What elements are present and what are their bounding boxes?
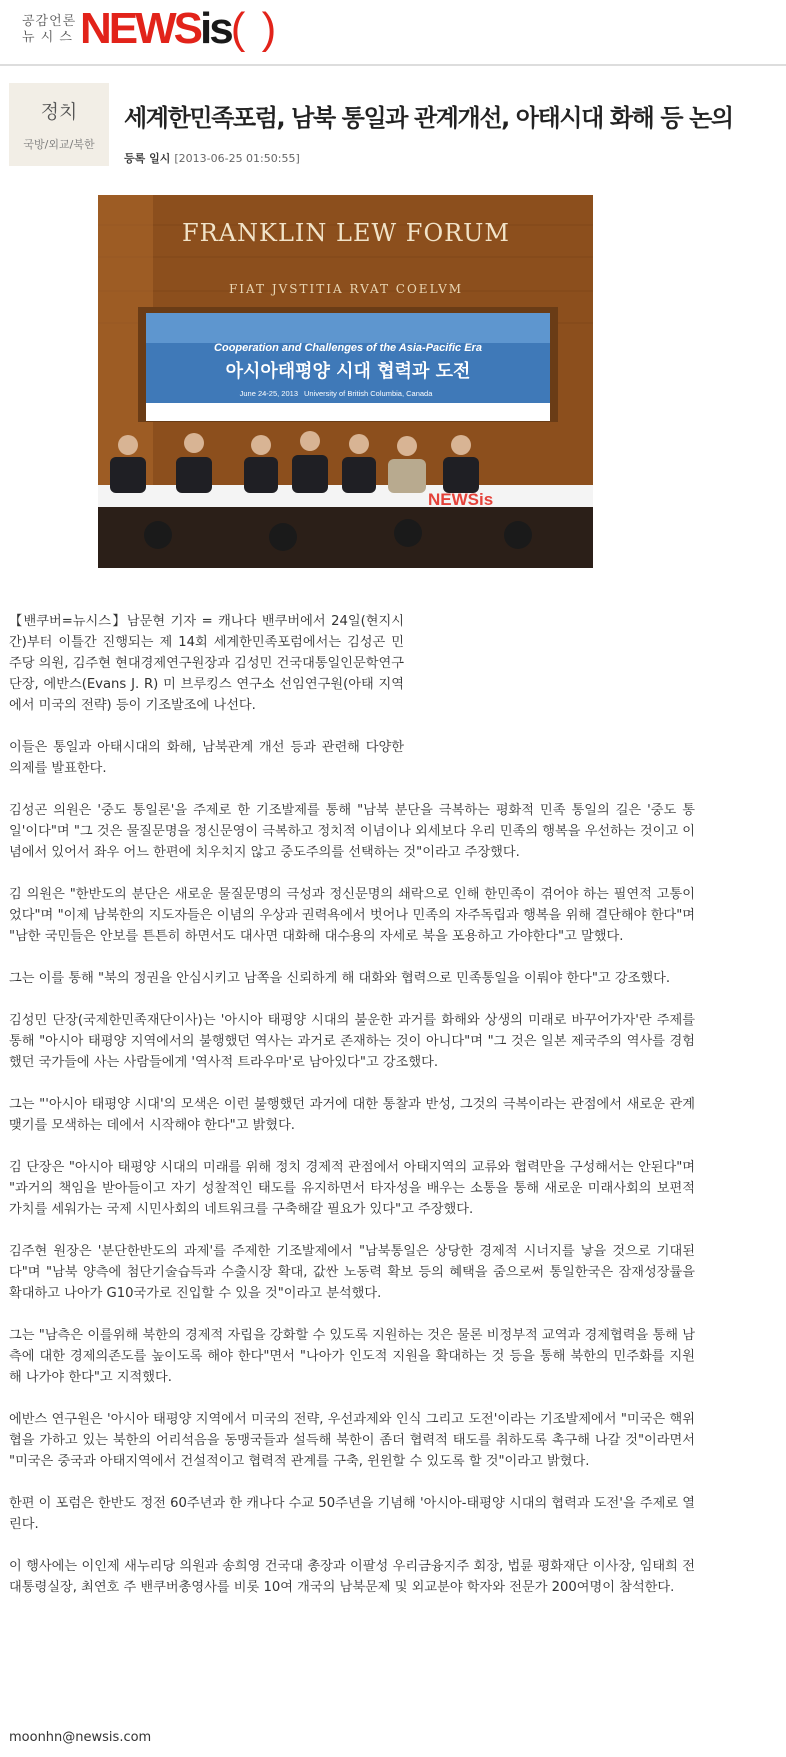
article-paragraph: 김성곤 의원은 '중도 통일론'을 주제로 한 기조발제를 통해 "남북 분단을 극복하는 평화적 민족 통일의 길은 '중도 통일'이다"며 "그 것은 물질문명을 정신문영이 극복하고 정치적 이념이나 외세보다 우리 민족의 행복을 우선하는 것이고 이념에서 있어서 좌우 어느 한편에 치우치지 않고 중도주의를 선택하는 것"이라고 주장했다. xyxy=(9,803,695,860)
article-paragraph: 그는 "'아시아 태평양 시대'의 모색은 이런 불행했던 과거에 대한 통찰과 반성, 그것의 극복이라는 관점에서 새로운 관계 맺기를 모색하는 데에서 시작해야 한다"고 밝혔다. xyxy=(9,1097,695,1133)
logo-news-text: NEWS xyxy=(80,4,200,53)
forum-photo-illustration xyxy=(98,195,593,568)
article-photo xyxy=(98,195,593,568)
logo-is-text: is xyxy=(200,4,231,53)
logo-tagline-line1: 공감언론 xyxy=(22,14,77,29)
photo-banner-en: Cooperation and Challenges of the Asia-Pacific Era xyxy=(214,342,482,354)
photo-banner-ko: 아시아태평양 시대 협력과 도전 xyxy=(225,361,471,382)
section-subcategory[interactable]: 국방/외교/북한 xyxy=(23,138,95,151)
photo-banner-date: June 24-25, 2013 xyxy=(239,389,298,398)
newsis-logo[interactable] xyxy=(80,6,278,52)
article-paragraph: 한편 이 포럼은 한반도 정전 60주년과 한 캐나다 수교 50주년을 기념해 '아시아-태평양 시대의 협력과 도전'을 주제로 열린다. xyxy=(9,1496,695,1532)
article-paragraph: 에반스 연구원은 '아시아 태평양 지역에서 미국의 전략, 우선과제와 인식 그리고 도전'이라는 기조발제에서 "미국은 핵위협을 가하고 있는 북한의 어리석음을 동맹국들과 설득해 북한이 좀더 협력적 태도를 취하도록 촉구해 나갈 것"이라면서 "미국은 중국과 아태지역에서 건설적이고 협력적 관계를 구축, 윈윈할 수 있도록 할 것"이라고 밝혔다. xyxy=(9,1412,695,1469)
article-paragraph: 이들은 통일과 아태시대의 화해, 남북관계 개선 등과 관련해 다양한 의제를 발표한다. xyxy=(9,740,404,776)
article-paragraph: 김주현 원장은 '분단한반도의 과제'를 주제한 기조발제에서 "남북통일은 상당한 경제적 시너지를 낳을 것으로 기대된다"며 "남북 양측에 첨단기술습득과 수출시장 확대, 값싼 노동력 확보 등의 혜택을 줌으로써 통일한국은 잠재성장률을 확대하고 나아가 G10국가로 진입할 수 있을 것"이라고 분석했다. xyxy=(9,1244,695,1301)
reporter-email[interactable]: moonhn@newsis.com xyxy=(9,1730,152,1745)
article-paragraph: 이 행사에는 이인제 새누리당 의원과 송희영 건국대 총장과 이팔성 우리금융지주 회장, 법륜 평화재단 이사장, 임태희 전 대통령실장, 최연호 주 밴쿠버총영사를 비롯 10여 개국의 남북문제 및 외교분야 학자와 전문가 200여명이 참석한다. xyxy=(9,1559,695,1595)
logo-paren-text: ( ) xyxy=(230,4,279,53)
article-paragraph: 김 의원은 "한반도의 분단은 새로운 물질문명의 극성과 정신문명의 쇄락으로 인해 한민족이 겪어야 하는 필연적 고통이었다"며 "이제 남북한의 지도자들은 이념의 우상과 권력욕에서 벗어나 민족의 자주독립과 행복을 위해 결단해야 한다"며 "남한 국민들은 안보를 튼튼히 하면서도 대사면 대화해 대수용의 자세로 북을 포용하고 가야한다"고 말했다. xyxy=(9,887,695,944)
photo-watermark: NEWSis xyxy=(428,490,494,509)
article-paragraph: 김 단장은 "아시아 태평양 시대의 미래를 위해 정치 경제적 관점에서 아태지역의 교류와 협력만을 구성해서는 안된다"며 "과거의 책임을 받아들이고 자기 성찰적인 태도를 유지하면서 타자성을 배우는 소통을 통해 새로운 미래사회의 보편적 가치를 세워가는 국제 시민사회의 네트워크를 구축해갈 필요가 있다"고 주장했다. xyxy=(9,1160,695,1217)
logo-tagline xyxy=(22,14,82,46)
article-body xyxy=(9,611,695,1619)
section-name[interactable]: 정치 xyxy=(40,101,78,123)
article-paragraph: 김성민 단장(국제한민족재단이사)는 '아시아 태평양 시대의 불운한 과거를 화해와 상생의 미래로 바꾸어가자'란 주제를 통해 "아시아 태평양 지역에서의 불행했던 역사는 과거로 존재하는 것이 아니다"며 "그 것은 일본 제국주의 역사를 경험했던 국가들에 사는 사람들에게 '역사적 트라우마'로 남아있다"고 강조했다. xyxy=(9,1013,695,1070)
article-paragraph: 【밴쿠버=뉴시스】남문현 기자 = 캐나다 밴쿠버에서 24일(현지시간)부터 이틀간 진행되는 제 14회 세계한민족포럼에서는 김성곤 민주당 의원, 김주현 현대경제연구원장과 김성민 건국대통일인문학연구단장, 에반스(Evans J. R) 미 브루킹스 연구소 선임연구원(아태 지역에서 미국의 전략) 등이 기조발조에 나선다. xyxy=(9,614,404,713)
photo-forum-title: FRANKLIN LEW FORUM xyxy=(182,219,510,247)
photo-motto: FIAT JVSTITIA RVAT COELVM xyxy=(228,282,464,296)
date-value: [2013-06-25 01:50:55] xyxy=(174,152,300,165)
date-label: 등록 일시 xyxy=(124,152,171,165)
article-headline: 세계한민족포럼, 남북 통일과 관계개선, 아태시대 화해 등 논의 xyxy=(124,104,733,132)
section-category-box xyxy=(9,83,109,166)
photo-banner-venue: University of British Columbia, Canada xyxy=(304,389,433,398)
site-header xyxy=(0,0,786,60)
logo-tagline-line2: 뉴 시 스 xyxy=(22,30,73,45)
article-dateline xyxy=(124,150,300,166)
header-divider xyxy=(0,64,786,66)
article-paragraph: 그는 이를 통해 "북의 정권을 안심시키고 남쪽을 신뢰하게 해 대화와 협력으로 민족통일을 이뤄야 한다"고 강조했다. xyxy=(9,971,671,986)
article-paragraph: 그는 "남측은 이를위해 북한의 경제적 자립을 강화할 수 있도록 지원하는 것은 물론 비정부적 교역과 경제협력을 통해 남측에 대한 경제의존도를 높이도록 해야 한다"면서 "나아가 인도적 지원을 확대하는 것 등을 통해 북한의 민주화를 지원해 나가야 한다"고 지적했다. xyxy=(9,1328,695,1385)
